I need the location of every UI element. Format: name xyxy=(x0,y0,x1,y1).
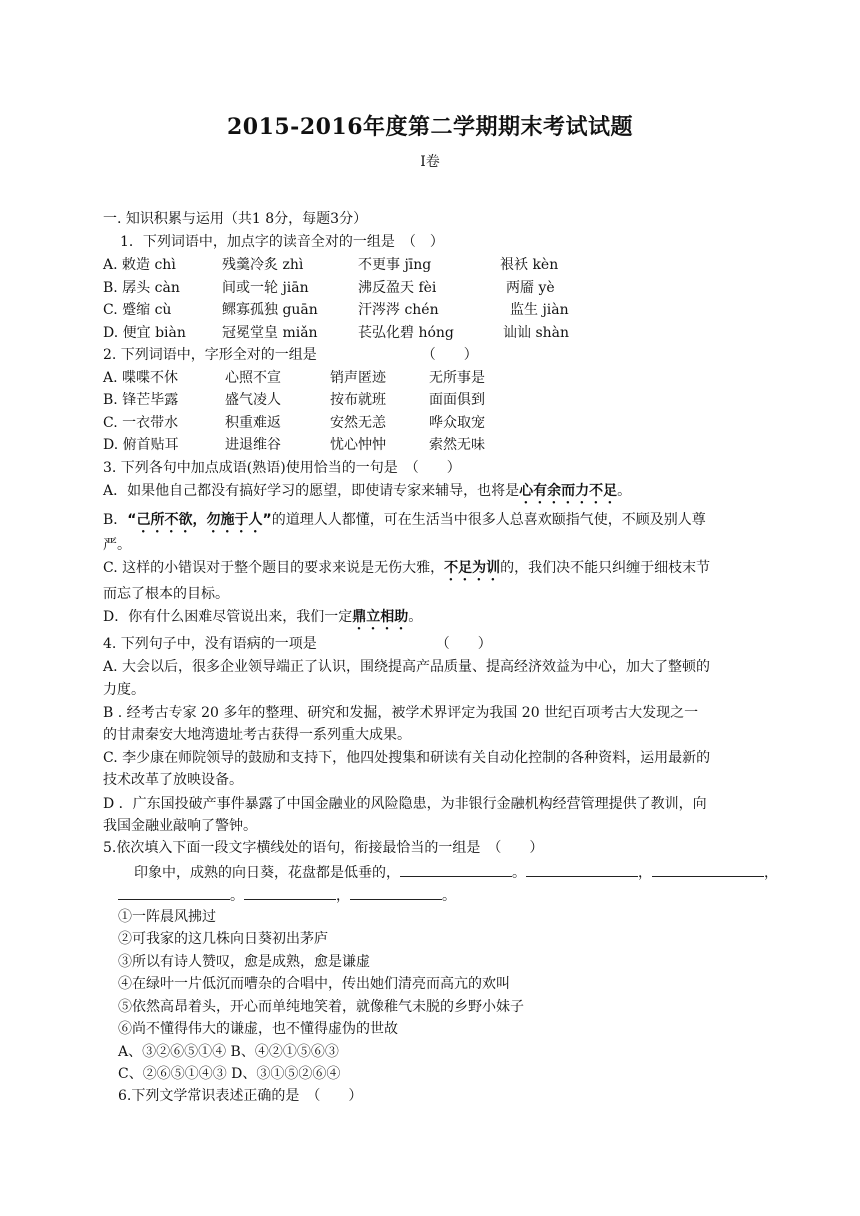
q1-d-1: D. 便宜 biàn xyxy=(103,325,186,341)
q5-passage: 印象中，成熟的向日葵，花盘都是低垂的， 。 ， ， xyxy=(134,861,778,883)
q4-option-d: D ．广东国投破产事件暴露了中国金融业的风险隐患，为非银行金融机构经营管理提供了教训，向 xyxy=(103,796,707,812)
q1-c-4: 监生 jiàn xyxy=(510,302,569,318)
q2-stem: 2. 下列词语中，字形全对的一组是 （ ） xyxy=(103,347,478,363)
q2-option-c xyxy=(103,413,763,433)
answer-blank[interactable] xyxy=(526,861,638,877)
q1-b-4: 两靥 yè xyxy=(506,280,555,296)
q3-option-b xyxy=(103,510,706,536)
q1-b-1: B. 孱头 càn xyxy=(103,280,180,296)
q1-b-2: 间或一轮 jiān xyxy=(222,280,309,296)
q5-passage-line2: 。 ， 。 xyxy=(118,884,456,906)
q5-item: ⑤依然高昂着头，开心而单纯地笑着，就像稚气未脱的乡野小妹子 xyxy=(118,999,524,1015)
q3-a-post: 。 xyxy=(617,483,632,499)
q1-stem: 1．下列词语中，加点字的读音全对的一组是 （ ） xyxy=(120,234,444,250)
q1-a-1: A. 敕造 chì xyxy=(103,257,176,273)
q3-b-post: 的道理人人都懂，可在生活当中很多人总喜欢颐指气使，不顾及别人尊 xyxy=(271,512,706,528)
q1-option-c xyxy=(103,300,763,320)
q1-a-4: 裉袄 kèn xyxy=(500,257,559,273)
q4-option-c-line2: 技术改革了放映设备。 xyxy=(103,772,243,788)
q2-c-4: 哗众取宠 xyxy=(429,415,485,431)
q3-d-post: 。 xyxy=(408,609,423,625)
q4-option-a: A. 大会以后，很多企业领导端正了认识，围绕提高产品质量、提高经济效益为中心，加大了整顿的 xyxy=(103,659,711,675)
q1-a-3: 不更事 jīng xyxy=(358,257,432,273)
q4-option-a-line2: 力度。 xyxy=(103,682,145,698)
q1-option-a xyxy=(103,255,763,275)
q2-option-d xyxy=(103,435,763,455)
q2-option-a xyxy=(103,368,763,388)
q4-stem: 4. 下列句子中，没有语病的一项是 （ ） xyxy=(103,636,492,652)
section-heading: 一. 知识积累与运用（共1 8分，每题3分） xyxy=(103,211,368,227)
q2-c-2: 积重难返 xyxy=(225,415,281,431)
paper-section-label: I卷 xyxy=(420,154,440,170)
q2-b-1: B. 锋芒毕露 xyxy=(103,392,179,408)
q3-c-post: 的，我们决不能只纠缠于细枝末节 xyxy=(500,560,711,576)
q5-item: ①一阵晨风拂过 xyxy=(118,909,216,925)
q1-d-4: 讪讪 shàn xyxy=(503,325,570,341)
answer-blank[interactable] xyxy=(652,861,764,877)
q4-option-d-line2: 我国金融业敲响了警钟。 xyxy=(103,818,257,834)
q3-option-d xyxy=(103,607,422,633)
q2-a-3: 销声匿迹 xyxy=(330,370,386,386)
q5-options-cd: C、②⑥⑤①④③ D、③①⑤②⑥④ xyxy=(118,1066,341,1082)
exam-title: 2015-2016年度第二学期期末考试试题 xyxy=(226,114,634,140)
q1-c-2: 鳏寡孤独 guān xyxy=(222,302,318,318)
q5-options-ab: A、③②⑥⑤①④ B、④②①⑤⑥③ xyxy=(118,1044,339,1060)
q1-option-b xyxy=(103,278,763,298)
answer-blank[interactable] xyxy=(118,884,230,900)
q3-b-pre: B． xyxy=(103,512,128,528)
q3-b-dotted: “己所不欲，勿施于人” xyxy=(127,512,272,528)
answer-blank[interactable] xyxy=(350,884,442,900)
q2-option-b xyxy=(103,390,763,410)
q3-a-pre: A．如果他自己都没有搞好学习的愿望，即使请专家来辅导，也将是 xyxy=(103,483,520,499)
q1-c-3: 汗涔涔 chén xyxy=(358,302,439,318)
q2-c-3: 安然无恙 xyxy=(330,415,386,431)
q3-option-a xyxy=(103,481,631,507)
q3-c-dotted: 不足为训 xyxy=(444,560,501,576)
q5-item: ④在绿叶一片低沉而嘈杂的合唱中，传出她们清亮而高亢的欢叫 xyxy=(118,976,510,992)
q4-option-b-line2: 的甘肃秦安大地湾遗址考古获得一系列重大成果。 xyxy=(103,727,411,743)
q4-option-c: C. 李少康在师院领导的鼓励和支持下，他四处搜集和研读有关自动化控制的各种资料，运用最新的 xyxy=(103,750,711,766)
q2-b-4: 面面俱到 xyxy=(429,392,485,408)
q2-d-4: 索然无味 xyxy=(429,437,485,453)
q3-d-pre: D．你有什么困难尽管说出来，我们一定 xyxy=(103,609,353,625)
q2-d-2: 进退维谷 xyxy=(225,437,281,453)
q3-stem: 3. 下列各句中加点成语(熟语)使用恰当的一句是 （ ） xyxy=(103,460,461,476)
q1-option-d xyxy=(103,323,763,343)
q5-stem: 5.依次填入下面一段文字横线处的语句，衔接最恰当的一组是 （ ） xyxy=(103,840,544,856)
answer-blank[interactable] xyxy=(400,861,512,877)
q2-d-3: 忧心忡忡 xyxy=(330,437,386,453)
q1-a-2: 残羹冷炙 zhì xyxy=(222,257,304,273)
q2-a-4: 无所事是 xyxy=(429,370,485,386)
q5-item: ③所以有诗人赞叹，愈是成熟，愈是谦虚 xyxy=(118,954,370,970)
q1-b-3: 沸反盈天 fèi xyxy=(358,280,437,296)
q1-d-2: 冠冕堂皇 miǎn xyxy=(222,325,318,341)
q3-c-pre: C. 这样的小错误对于整个题目的要求来说是无伤大雅， xyxy=(103,560,445,576)
q3-a-dotted: 心有余而力不足 xyxy=(519,483,618,499)
q3-d-dotted: 鼎立相助 xyxy=(352,609,409,625)
q1-c-1: C. 蹙缩 cù xyxy=(103,302,172,318)
q2-b-2: 盛气凌人 xyxy=(225,392,281,408)
q4-option-b: B . 经考古专家 20 多年的整理、研究和发掘，被学术界评定为我国 20 世纪百项考古大发现之一 xyxy=(103,705,699,721)
q2-b-3: 按布就班 xyxy=(330,392,386,408)
q2-d-1: D. 俯首贴耳 xyxy=(103,437,179,453)
q5-item: ⑥尚不懂得伟大的谦虚，也不懂得虚伪的世故 xyxy=(118,1021,398,1037)
q3-option-b-line2: 严。 xyxy=(103,537,131,553)
q1-d-3: 苌弘化碧 hóng xyxy=(358,325,454,341)
q2-a-2: 心照不宣 xyxy=(225,370,281,386)
answer-blank[interactable] xyxy=(244,884,336,900)
q2-a-1: A. 喋喋不休 xyxy=(103,370,179,386)
q5-item: ②可我家的这几株向日葵初出茅庐 xyxy=(118,931,328,947)
q2-c-1: C. 一衣带水 xyxy=(103,415,179,431)
q6-stem: 6.下列文学常识表述正确的是 （ ） xyxy=(118,1088,363,1104)
q3-option-c-line2: 而忘了根本的目标。 xyxy=(103,586,229,602)
q3-option-c xyxy=(103,558,710,584)
q5-passage-text: 印象中，成熟的向日葵，花盘都是低垂的， xyxy=(134,865,400,881)
